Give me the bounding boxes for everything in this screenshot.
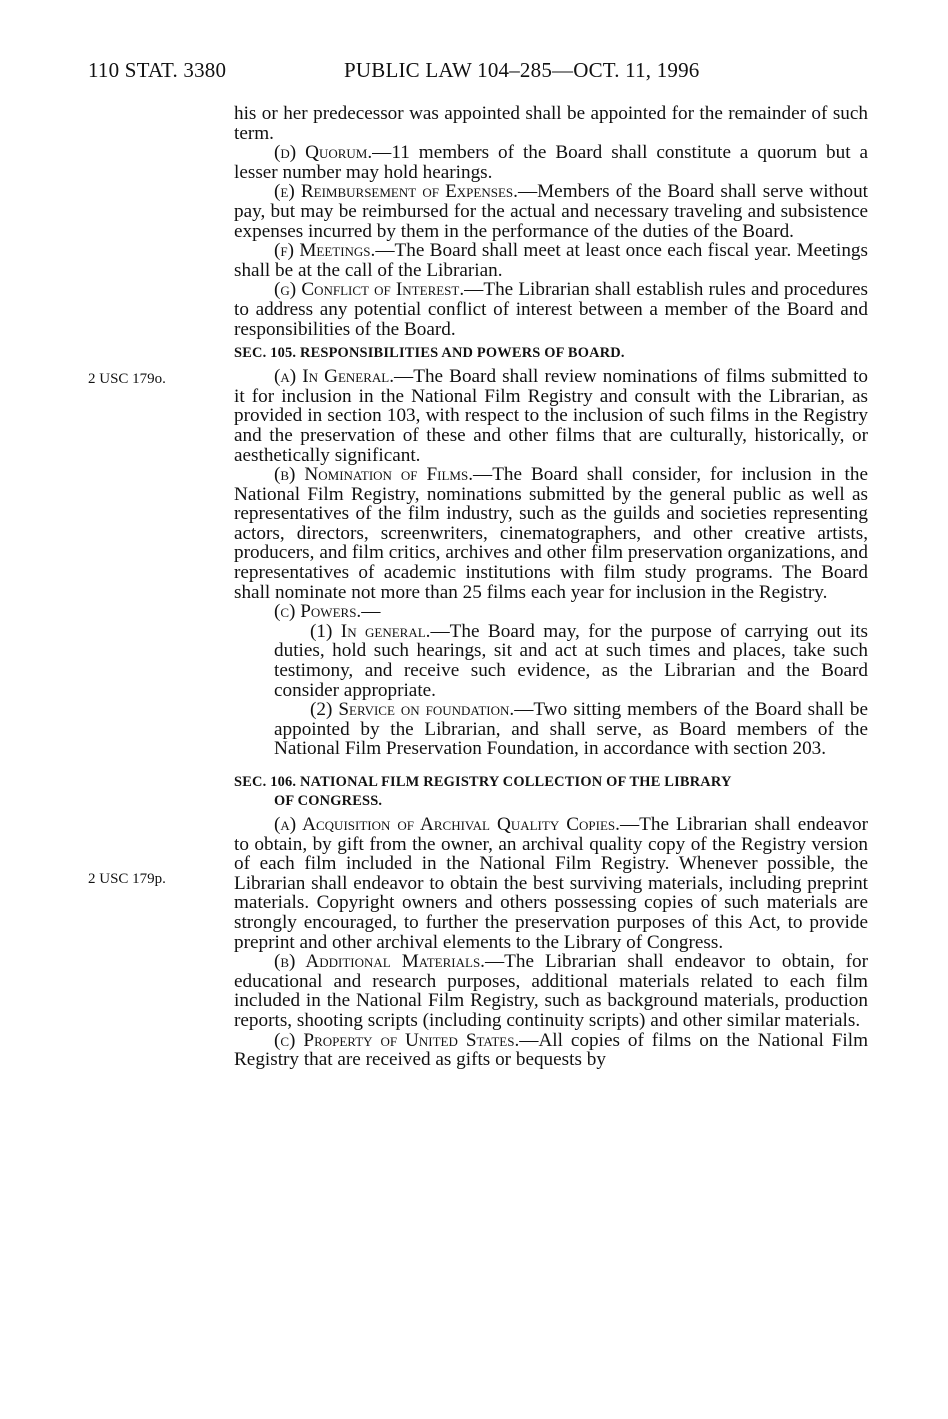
heading-property-of-united-states: (c) Property of United States. xyxy=(274,1029,520,1051)
heading-acquisition: (a) Acquisition of Archival Quality Copies. xyxy=(274,814,620,835)
section-106-heading xyxy=(234,773,868,811)
margin-note-usc-179p: 2 USC 179p. xyxy=(88,871,166,887)
paragraph-nomination-of-films: (b) Nomination of Films.—The Board shall consider, for inclusion in the National Film Registry, nominations submitted by the general public as well as representatives of the film industry, such as the guilds and societies representing actors, directors, screenwriters, cinematographers, and other creative artists, producers, and film critics, archives and other film preservation organizations, and representatives of academic institutions with film study programs. The Board shall nominate not more than 25 films each year for inclusion in the Registry. xyxy=(234,464,868,603)
paragraph-additional-materials: (b) Additional Materials.—The Librarian shall endeavor to obtain, for educational and research purposes, additional materials related to each film included in the National Film Registry, such as background materials, production reports, shooting scripts (including continuity scripts) and other similar materials. xyxy=(234,951,868,1031)
heading-reimbursement: (e) Reimbursement of Expenses. xyxy=(274,181,518,203)
statute-citation: 110 STAT. 3380 xyxy=(88,58,227,82)
heading-powers: (c) Powers. xyxy=(274,601,362,623)
page-header xyxy=(88,58,868,88)
margin-note-usc-179o: 2 USC 179o. xyxy=(88,371,166,387)
body-text-column xyxy=(234,104,868,1070)
paragraph-powers-in-general: (1) In general.—The Board may, for the purpose of carrying out its duties, hold such hearings, sit and act at such times and places, take such testimony, and receive such evidence, as the Librarian and the Board consider appropriate. xyxy=(274,620,868,701)
heading-powers-in-general: (1) In general. xyxy=(310,620,431,642)
paragraph-continuation: his or her predecessor was appointed shall be appointed for the remainder of such term. xyxy=(234,103,868,144)
paragraph-powers: (c) Powers.— xyxy=(274,601,381,623)
section-106-heading-line-2: OF CONGRESS. xyxy=(274,793,383,809)
paragraph-acquisition: (a) Acquisition of Archival Quality Copies.—The Librarian shall endeavor to obtain, by gift from the owner, an archival quality copy of the Registry version of each film included in the National Film Registry. Whenever possible, the Librarian shall endeavor to obtain the best surviving materials, including preprint materials. Copyright owners and others possessing copies of such materials are strongly encouraged, to further the preservation purposes of this Act, to provide preprint and other archival elements to the Library of Congress. xyxy=(234,814,869,953)
section-105-heading: SEC. 105. RESPONSIBILITIES AND POWERS OF BOARD. xyxy=(234,345,625,362)
paragraph-property-of-united-states: (c) Property of United States.—All copies of films on the National Film Registry that are received as gifts or bequests by xyxy=(234,1029,868,1071)
heading-conflict-of-interest: (g) Conflict of Interest. xyxy=(274,279,465,301)
paragraph-quorum: (d) Quorum.—11 members of the Board shall constitute a quorum but a lesser number may hold hearings. xyxy=(234,142,868,183)
heading-quorum: (d) Quorum. xyxy=(274,142,373,164)
paragraph-conflict-of-interest: (g) Conflict of Interest.—The Librarian shall establish rules and procedures to address any potential conflict of interest between a member of the Board and responsibilities of the Board. xyxy=(234,279,868,340)
heading-nomination-of-films: (b) Nomination of Films. xyxy=(274,464,473,486)
paragraph-reimbursement: (e) Reimbursement of Expenses.—Members of the Board shall serve without pay, but may be reimbursed for the actual and necessary traveling and subsistence expenses incurred by them in the performance of the duties of the Board. xyxy=(234,181,869,242)
paragraph-in-general: (a) In General.—The Board shall review nominations of films submitted to it for inclusion in the National Film Registry and consult with the Librarian, as provided in section 103, with respect to the inclusion of such films in the Registry and the preservation of these and other films that are culturally, historically, or aesthetically significant. xyxy=(234,366,868,466)
heading-meetings: (f) Meetings. xyxy=(274,240,376,262)
paragraph-service-on-foundation: (2) Service on foundation.—Two sitting members of the Board shall be appointed by the Librarian, and shall serve, as Board members of the National Film Preservation Foundation, in accordance with section 203. xyxy=(274,699,869,760)
section-106-heading-line-1: SEC. 106. NATIONAL FILM REGISTRY COLLECTION OF THE LIBRARY xyxy=(234,774,732,790)
heading-additional-materials: (b) Additional Materials. xyxy=(274,951,485,973)
heading-in-general: (a) In General. xyxy=(274,366,395,388)
public-law-title: PUBLIC LAW 104–285—OCT. 11, 1996 xyxy=(344,58,700,82)
heading-service-on-foundation: (2) Service on foundation. xyxy=(310,699,515,721)
paragraph-meetings: (f) Meetings.—The Board shall meet at least once each fiscal year. Meetings shall be at the call of the Librarian. xyxy=(234,240,868,281)
